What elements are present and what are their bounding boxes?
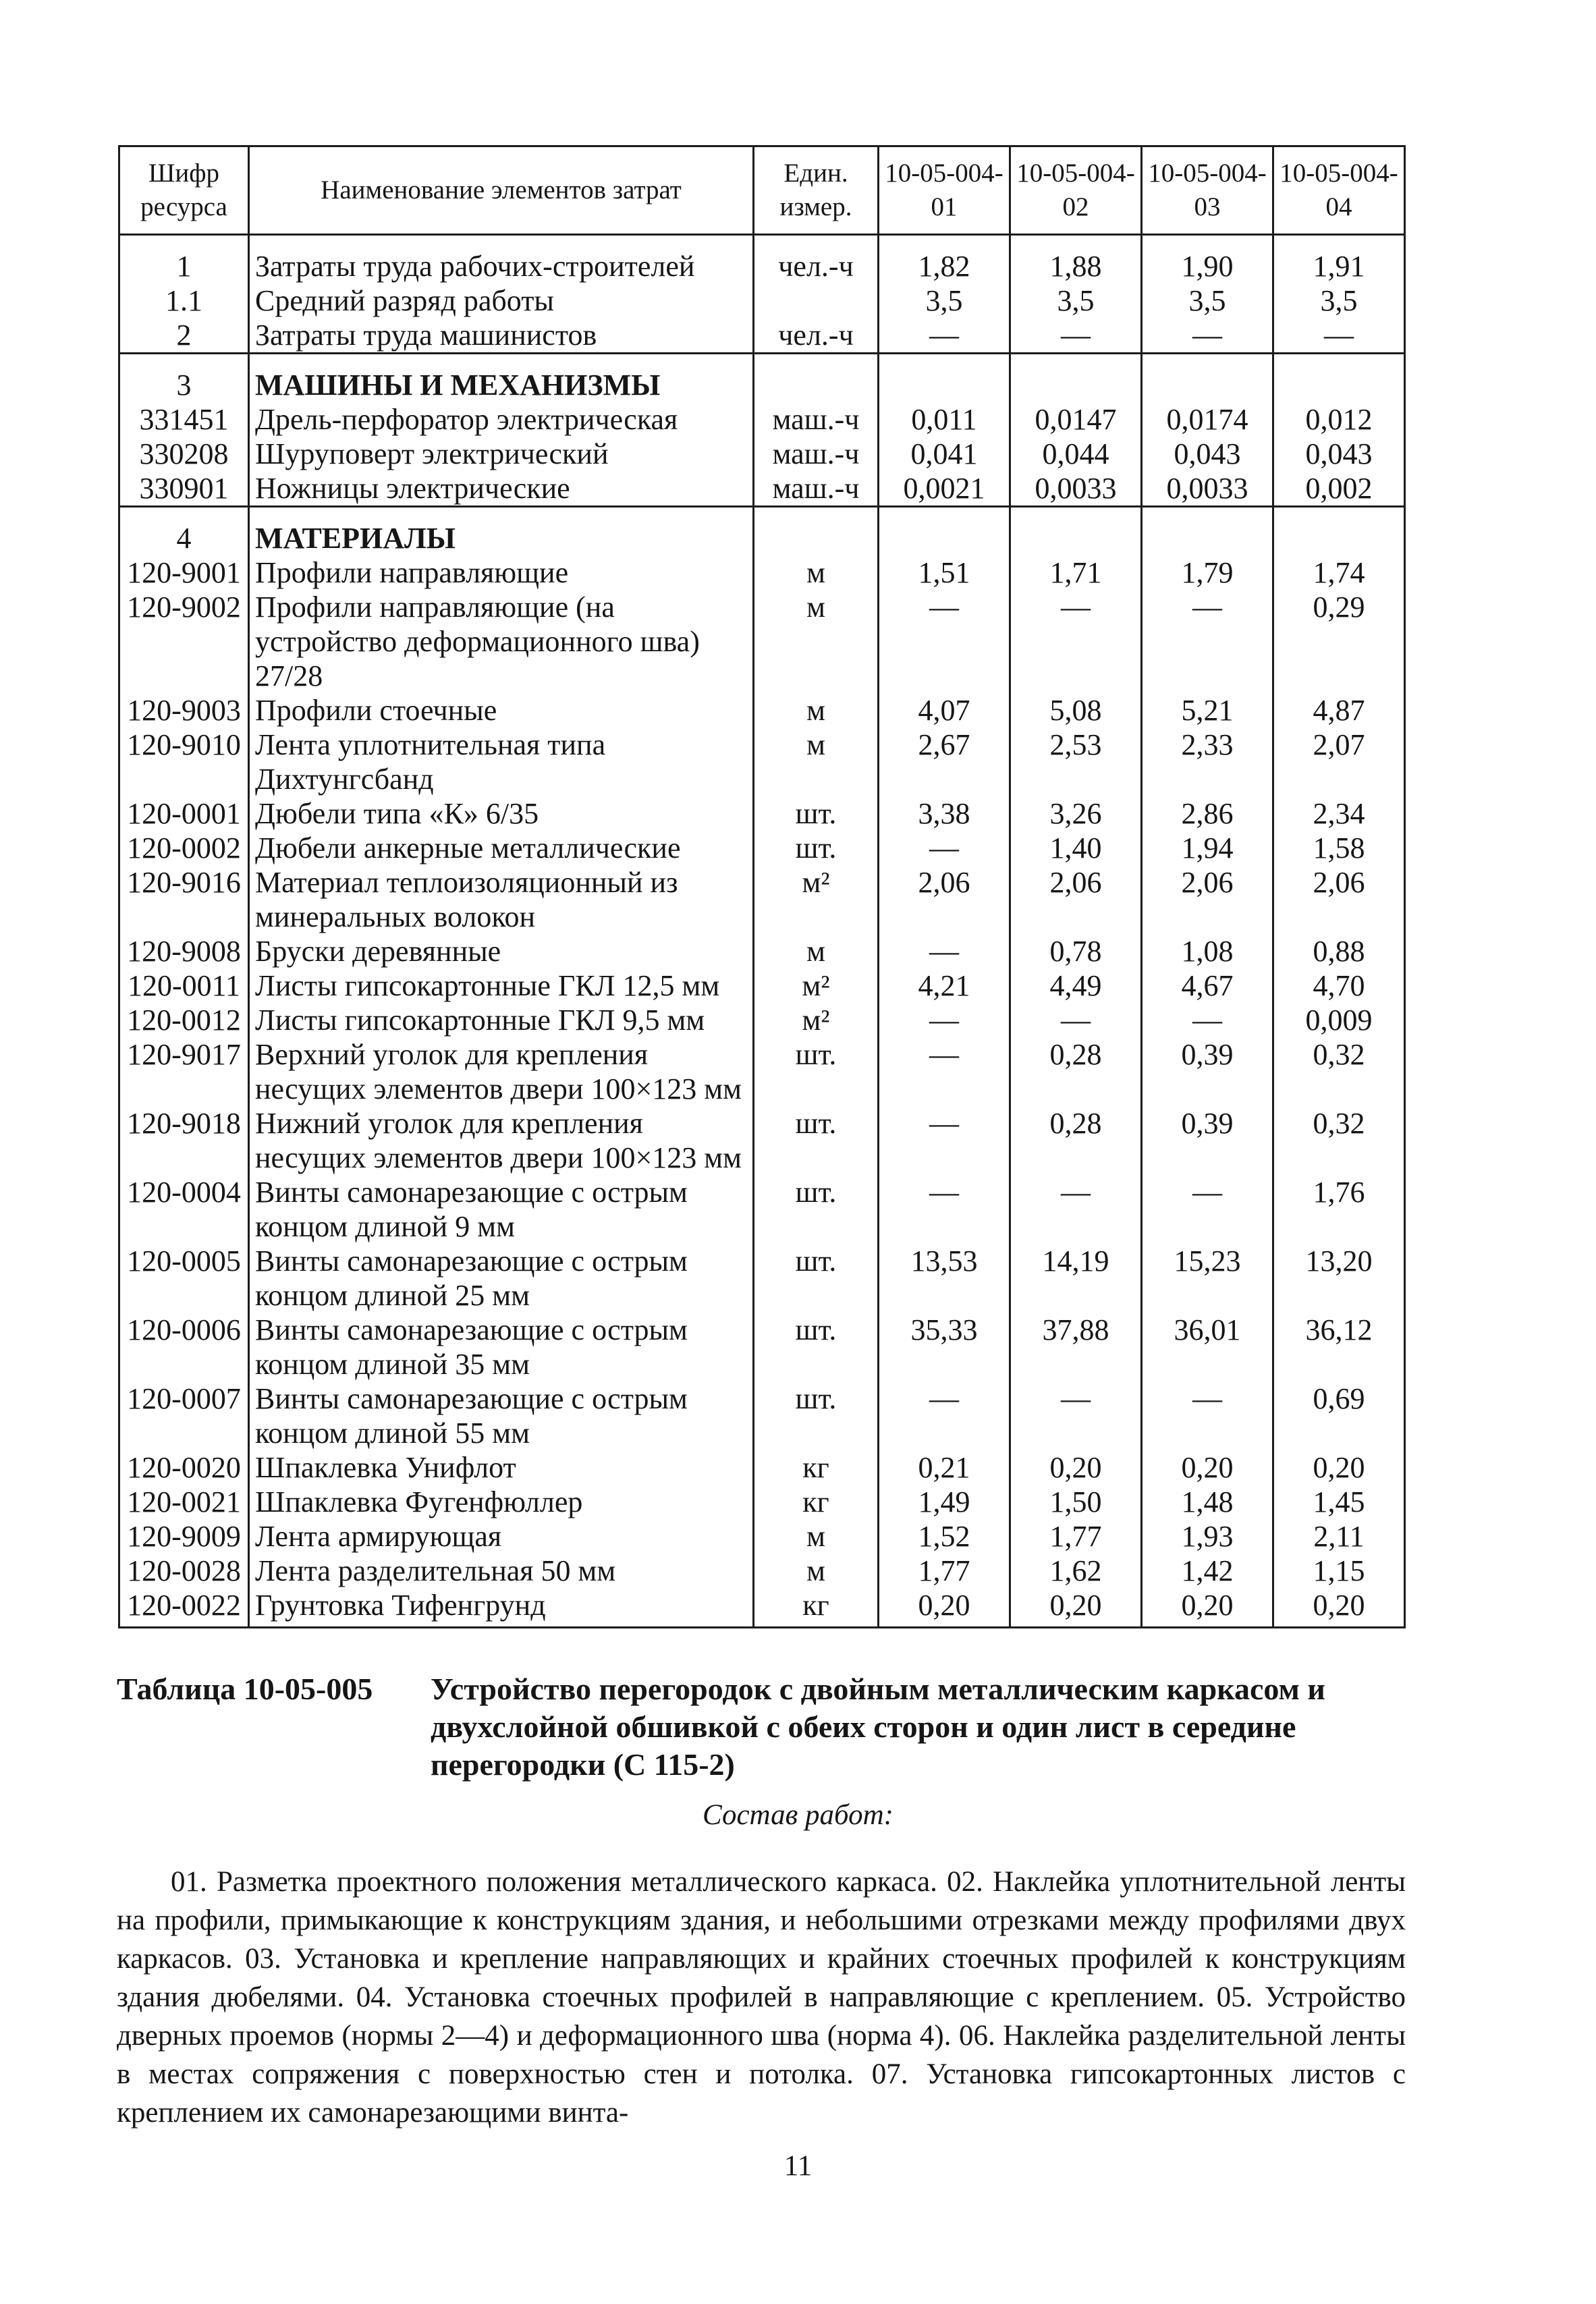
header-col-3: 10-05-004-03: [1142, 146, 1273, 235]
norm-value-cell: 3,5: [1273, 283, 1405, 318]
norm-value-cell: 15,23: [1142, 1244, 1273, 1313]
unit-cell: м: [754, 1519, 879, 1554]
cost-element-cell: Средний разряд работы: [249, 283, 754, 318]
norm-value-cell: 1,40: [1010, 831, 1142, 865]
cost-element-cell: Шпаклевка Унифлот: [249, 1450, 754, 1485]
next-table-title: Устройство перегородок с двойным металлическим каркасом и двухслойной обшивкой с обеих сторон и один лист в середине перегородки (С 115-2): [431, 1672, 1325, 1782]
norm-value-cell: 36,01: [1142, 1313, 1273, 1381]
table-row: [119, 1037, 1405, 1106]
unit-cell: кг: [754, 1485, 879, 1519]
norm-value-cell: 0,28: [1010, 1037, 1142, 1106]
norm-value-cell: —: [879, 1175, 1010, 1244]
norm-value-cell: —: [1142, 590, 1273, 693]
table-row: [119, 1588, 1405, 1628]
cost-element-cell: Дюбели анкерные металлические: [249, 831, 754, 865]
table-row: [119, 831, 1405, 865]
table-row: [119, 590, 1405, 693]
norm-value-cell: [879, 507, 1010, 556]
cost-element-cell: Дрель-перфоратор электрическая: [249, 402, 754, 437]
norm-value-cell: 3,26: [1010, 796, 1142, 831]
resource-code-cell: 120-0007: [119, 1381, 249, 1450]
header-col-2: 10-05-004-02: [1010, 146, 1142, 235]
norm-value-cell: 2,06: [1273, 865, 1405, 934]
resource-code-cell: 120-9017: [119, 1037, 249, 1106]
section-heading-cell: МАТЕРИАЛЫ: [249, 507, 754, 556]
resource-code-cell: 120-9010: [119, 728, 249, 796]
table-row: [119, 1175, 1405, 1244]
table-row: [119, 235, 1405, 284]
norm-value-cell: 0,78: [1010, 934, 1142, 968]
norm-value-cell: 1,52: [879, 1519, 1010, 1554]
norm-value-cell: 4,21: [879, 968, 1010, 1003]
norm-value-cell: 1,76: [1273, 1175, 1405, 1244]
norm-value-cell: 1,74: [1273, 555, 1405, 590]
unit-cell: шт.: [754, 1313, 879, 1381]
cost-element-cell: Материал теплоизоляционный из минеральных волокон: [249, 865, 754, 934]
cost-element-cell: Профили направляющие (на устройство деформационного шва) 27/28: [249, 590, 754, 693]
table-row: [119, 318, 1405, 354]
unit-cell: м²: [754, 865, 879, 934]
table-row: [119, 865, 1405, 934]
cost-element-cell: Листы гипсокартонные ГКЛ 12,5 мм: [249, 968, 754, 1003]
norm-value-cell: 0,20: [1142, 1588, 1273, 1628]
unit-cell: кг: [754, 1588, 879, 1628]
norm-value-cell: 13,53: [879, 1244, 1010, 1313]
unit-cell: кг: [754, 1450, 879, 1485]
norm-value-cell: 1,77: [1010, 1519, 1142, 1554]
unit-cell: маш.-ч: [754, 402, 879, 437]
norm-value-cell: —: [879, 831, 1010, 865]
norm-value-cell: 1,08: [1142, 934, 1273, 968]
header-unit: Един. измер.: [754, 146, 879, 235]
norm-value-cell: 0,20: [1010, 1450, 1142, 1485]
table-row: [119, 728, 1405, 796]
norm-value-cell: 1,77: [879, 1554, 1010, 1588]
norm-value-cell: 3,5: [879, 283, 1010, 318]
table-row: [119, 437, 1405, 471]
norm-value-cell: —: [879, 590, 1010, 693]
table-row: [119, 471, 1405, 507]
unit-cell: м²: [754, 968, 879, 1003]
norm-value-cell: —: [1010, 1175, 1142, 1244]
header-code: Шифр ресурса: [119, 146, 249, 235]
cost-element-cell: Профили стоечные: [249, 693, 754, 728]
table-row: [119, 934, 1405, 968]
resource-code-cell: 120-0005: [119, 1244, 249, 1313]
table-section: [119, 354, 1405, 507]
norm-value-cell: 0,0174: [1142, 402, 1273, 437]
norm-value-cell: 1,48: [1142, 1485, 1273, 1519]
norm-value-cell: 0,29: [1273, 590, 1405, 693]
norm-value-cell: 1,15: [1273, 1554, 1405, 1588]
norm-value-cell: 0,21: [879, 1450, 1010, 1485]
norm-value-cell: 0,043: [1273, 437, 1405, 471]
cost-element-cell: Нижний уголок для крепления несущих элементов двери 100×123 мм: [249, 1106, 754, 1175]
unit-cell: чел.-ч: [754, 318, 879, 354]
norm-value-cell: —: [879, 1003, 1010, 1037]
unit-cell: м²: [754, 1003, 879, 1037]
norm-value-cell: 0,002: [1273, 471, 1405, 507]
works-description: 01. Разметка проектного положения металлического каркаса. 02. Наклейка уплотнительной ленты на профили, примыкающие к конструкциям здания, и небольшими отрезками между профилями двух каркасов. 03. Установка и крепление направляющих и крайних стоечных профилей к конструкциям здания дюбелями. 04. Установка стоечных профилей в направляющие с креплением. 05. Устройство дверных проемов (нормы 2—4) и деформационного шва (норма 4). 06. Наклейка разделительной ленты в местах сопряжения с поверхностью стен и потолка. 07. Установка гипсокартонных листов с креплением их самонарезающими винта-: [117, 1866, 1406, 2129]
norm-value-cell: —: [1273, 318, 1405, 354]
cost-element-cell: Винты самонарезающие с острым концом длиной 9 мм: [249, 1175, 754, 1244]
unit-cell: шт.: [754, 831, 879, 865]
resource-code-cell: 120-9001: [119, 555, 249, 590]
unit-cell: маш.-ч: [754, 471, 879, 507]
norm-value-cell: 3,5: [1010, 283, 1142, 318]
unit-cell: шт.: [754, 1244, 879, 1313]
norm-value-cell: [1010, 507, 1142, 556]
resource-code-cell: 120-9003: [119, 693, 249, 728]
norm-value-cell: 0,20: [1273, 1588, 1405, 1628]
unit-cell: шт.: [754, 1381, 879, 1450]
norm-value-cell: 1,49: [879, 1485, 1010, 1519]
unit-cell: м: [754, 693, 879, 728]
page-number: 11: [783, 2150, 813, 2182]
resource-code-cell: 120-0012: [119, 1003, 249, 1037]
cost-element-cell: Ножницы электрические: [249, 471, 754, 507]
unit-cell: м: [754, 728, 879, 796]
norm-value-cell: 0,32: [1273, 1106, 1405, 1175]
unit-cell: шт.: [754, 1106, 879, 1175]
norm-value-cell: 37,88: [1010, 1313, 1142, 1381]
resource-code-cell: 120-0020: [119, 1450, 249, 1485]
resource-code-cell: 120-0006: [119, 1313, 249, 1381]
norm-value-cell: 0,39: [1142, 1037, 1273, 1106]
table-row: [119, 354, 1405, 403]
norm-value-cell: 3,38: [879, 796, 1010, 831]
norm-value-cell: 36,12: [1273, 1313, 1405, 1381]
table-section: [119, 235, 1405, 354]
norm-value-cell: 0,69: [1273, 1381, 1405, 1450]
resource-code-cell: 120-0001: [119, 796, 249, 831]
norm-value-cell: —: [879, 1106, 1010, 1175]
norm-value-cell: 0,009: [1273, 1003, 1405, 1037]
unit-cell: м: [754, 934, 879, 968]
norm-value-cell: 2,33: [1142, 728, 1273, 796]
resource-code-cell: 330208: [119, 437, 249, 471]
header-name: Наименование элементов затрат: [249, 146, 754, 235]
cost-element-cell: Листы гипсокартонные ГКЛ 9,5 мм: [249, 1003, 754, 1037]
norm-value-cell: 2,11: [1273, 1519, 1405, 1554]
resource-code-cell: 120-0028: [119, 1554, 249, 1588]
norm-value-cell: —: [1142, 1381, 1273, 1450]
norm-value-cell: 1,79: [1142, 555, 1273, 590]
resource-code-cell: 120-0002: [119, 831, 249, 865]
norm-value-cell: 1,91: [1273, 235, 1405, 284]
norm-value-cell: 0,043: [1142, 437, 1273, 471]
norm-value-cell: [1273, 354, 1405, 403]
norm-value-cell: 0,0147: [1010, 402, 1142, 437]
header-col-1: 10-05-004-01: [879, 146, 1010, 235]
resource-code-cell: 120-9018: [119, 1106, 249, 1175]
norm-value-cell: 2,06: [1142, 865, 1273, 934]
norm-value-cell: 0,20: [1273, 1450, 1405, 1485]
norm-value-cell: 14,19: [1010, 1244, 1142, 1313]
table-header-row: [119, 146, 1405, 235]
norm-value-cell: 1,62: [1010, 1554, 1142, 1588]
norm-value-cell: 2,06: [1010, 865, 1142, 934]
norm-value-cell: 5,08: [1010, 693, 1142, 728]
cost-element-cell: Лента разделительная 50 мм: [249, 1554, 754, 1588]
norm-value-cell: 2,86: [1142, 796, 1273, 831]
resource-code-cell: 120-0021: [119, 1485, 249, 1519]
resource-code-cell: 120-9016: [119, 865, 249, 934]
norm-value-cell: 1,94: [1142, 831, 1273, 865]
cost-element-cell: Затраты труда машинистов: [249, 318, 754, 354]
table-row: [119, 1519, 1405, 1554]
norm-value-cell: 4,87: [1273, 693, 1405, 728]
norm-value-cell: 1,93: [1142, 1519, 1273, 1554]
norm-value-cell: —: [879, 934, 1010, 968]
norm-value-cell: 3,5: [1142, 283, 1273, 318]
resource-cost-table: [118, 145, 1406, 1628]
norm-value-cell: 35,33: [879, 1313, 1010, 1381]
cost-element-cell: Винты самонарезающие с острым концом длиной 55 мм: [249, 1381, 754, 1450]
table-row: [119, 693, 1405, 728]
cost-element-cell: Верхний уголок для крепления несущих элементов двери 100×123 мм: [249, 1037, 754, 1106]
norm-value-cell: 1,71: [1010, 555, 1142, 590]
norm-value-cell: 4,49: [1010, 968, 1142, 1003]
cost-element-cell: Лента уплотнительная типа Дихтунгсбанд: [249, 728, 754, 796]
norm-value-cell: 0,0021: [879, 471, 1010, 507]
table-row: [119, 1554, 1405, 1588]
resource-code-cell: 331451: [119, 402, 249, 437]
norm-value-cell: 1,88: [1010, 235, 1142, 284]
norm-value-cell: 1,90: [1142, 235, 1273, 284]
resource-code-cell: 4: [119, 507, 249, 556]
table-row: [119, 1106, 1405, 1175]
cost-element-cell: Шпаклевка Фугенфюллер: [249, 1485, 754, 1519]
resource-code-cell: 120-9009: [119, 1519, 249, 1554]
cost-element-cell: Дюбели типа «К» 6/35: [249, 796, 754, 831]
resource-code-cell: 120-0004: [119, 1175, 249, 1244]
table-row: [119, 402, 1405, 437]
resource-code-cell: 1.1: [119, 283, 249, 318]
norm-value-cell: 0,0033: [1142, 471, 1273, 507]
norm-value-cell: —: [1142, 1175, 1273, 1244]
cost-element-cell: Бруски деревянные: [249, 934, 754, 968]
table-row: [119, 1450, 1405, 1485]
norm-value-cell: —: [879, 1037, 1010, 1106]
norm-value-cell: 0,39: [1142, 1106, 1273, 1175]
table-row: [119, 555, 1405, 590]
norm-value-cell: —: [1142, 1003, 1273, 1037]
works-caption: Состав работ:: [703, 1799, 893, 1831]
table-row: [119, 507, 1405, 556]
unit-cell: [754, 354, 879, 403]
resource-code-cell: 1: [119, 235, 249, 284]
unit-cell: шт.: [754, 1037, 879, 1106]
table-row: [119, 1381, 1405, 1450]
resource-code-cell: 330901: [119, 471, 249, 507]
unit-cell: маш.-ч: [754, 437, 879, 471]
norm-value-cell: —: [1010, 590, 1142, 693]
unit-cell: [754, 283, 879, 318]
norm-value-cell: 1,50: [1010, 1485, 1142, 1519]
table-section: [119, 507, 1405, 1628]
cost-element-cell: Затраты труда рабочих-строителей: [249, 235, 754, 284]
norm-value-cell: 0,20: [1010, 1588, 1142, 1628]
unit-cell: шт.: [754, 796, 879, 831]
resource-code-cell: 120-0022: [119, 1588, 249, 1628]
unit-cell: м: [754, 1554, 879, 1588]
norm-value-cell: —: [1010, 1381, 1142, 1450]
norm-value-cell: 0,044: [1010, 437, 1142, 471]
cost-element-cell: Лента армирующая: [249, 1519, 754, 1554]
norm-value-cell: 0,20: [1142, 1450, 1273, 1485]
norm-value-cell: 0,32: [1273, 1037, 1405, 1106]
resource-code-cell: 2: [119, 318, 249, 354]
unit-cell: [754, 507, 879, 556]
table-row: [119, 1485, 1405, 1519]
norm-value-cell: —: [879, 318, 1010, 354]
table-row: [119, 1244, 1405, 1313]
norm-value-cell: 2,53: [1010, 728, 1142, 796]
norm-value-cell: [1142, 507, 1273, 556]
norm-value-cell: 4,70: [1273, 968, 1405, 1003]
norm-value-cell: —: [879, 1381, 1010, 1450]
norm-value-cell: 13,20: [1273, 1244, 1405, 1313]
norm-value-cell: [1142, 354, 1273, 403]
section-heading-cell: МАШИНЫ И МЕХАНИЗМЫ: [249, 354, 754, 403]
header-col-4: 10-05-004-04: [1273, 146, 1405, 235]
norm-value-cell: 4,67: [1142, 968, 1273, 1003]
norm-value-cell: 2,34: [1273, 796, 1405, 831]
norm-value-cell: 1,51: [879, 555, 1010, 590]
norm-value-cell: 1,58: [1273, 831, 1405, 865]
table-row: [119, 1313, 1405, 1381]
table-row: [119, 796, 1405, 831]
table-row: [119, 283, 1405, 318]
unit-cell: м: [754, 555, 879, 590]
norm-value-cell: 0,011: [879, 402, 1010, 437]
norm-value-cell: [1010, 354, 1142, 403]
cost-element-cell: Профили направляющие: [249, 555, 754, 590]
norm-value-cell: 1,82: [879, 235, 1010, 284]
cost-element-cell: Грунтовка Тифенгрунд: [249, 1588, 754, 1628]
norm-value-cell: 2,06: [879, 865, 1010, 934]
resource-code-cell: 120-9008: [119, 934, 249, 968]
norm-value-cell: —: [1142, 318, 1273, 354]
norm-value-cell: 0,28: [1010, 1106, 1142, 1175]
cost-element-cell: Винты самонарезающие с острым концом длиной 35 мм: [249, 1313, 754, 1381]
table-row: [119, 1003, 1405, 1037]
cost-element-cell: Шуруповерт электрический: [249, 437, 754, 471]
norm-value-cell: —: [1010, 1003, 1142, 1037]
norm-value-cell: [1273, 507, 1405, 556]
unit-cell: шт.: [754, 1175, 879, 1244]
norm-value-cell: 5,21: [1142, 693, 1273, 728]
unit-cell: м: [754, 590, 879, 693]
norm-value-cell: 4,07: [879, 693, 1010, 728]
cost-element-cell: Винты самонарезающие с острым концом длиной 25 мм: [249, 1244, 754, 1313]
norm-value-cell: 0,041: [879, 437, 1010, 471]
norm-value-cell: 0,0033: [1010, 471, 1142, 507]
norm-value-cell: 0,20: [879, 1588, 1010, 1628]
next-table-number: Таблица 10-05-005: [117, 1672, 373, 1706]
norm-value-cell: 2,07: [1273, 728, 1405, 796]
norm-value-cell: 1,42: [1142, 1554, 1273, 1588]
table-row: [119, 968, 1405, 1003]
resource-code-cell: 3: [119, 354, 249, 403]
norm-value-cell: 2,67: [879, 728, 1010, 796]
unit-cell: чел.-ч: [754, 235, 879, 284]
norm-value-cell: 1,45: [1273, 1485, 1405, 1519]
norm-value-cell: [879, 354, 1010, 403]
resource-code-cell: 120-9002: [119, 590, 249, 693]
next-table-heading: [117, 1670, 1406, 1784]
norm-value-cell: 0,012: [1273, 402, 1405, 437]
norm-value-cell: 0,88: [1273, 934, 1405, 968]
norm-value-cell: —: [1010, 318, 1142, 354]
resource-code-cell: 120-0011: [119, 968, 249, 1003]
